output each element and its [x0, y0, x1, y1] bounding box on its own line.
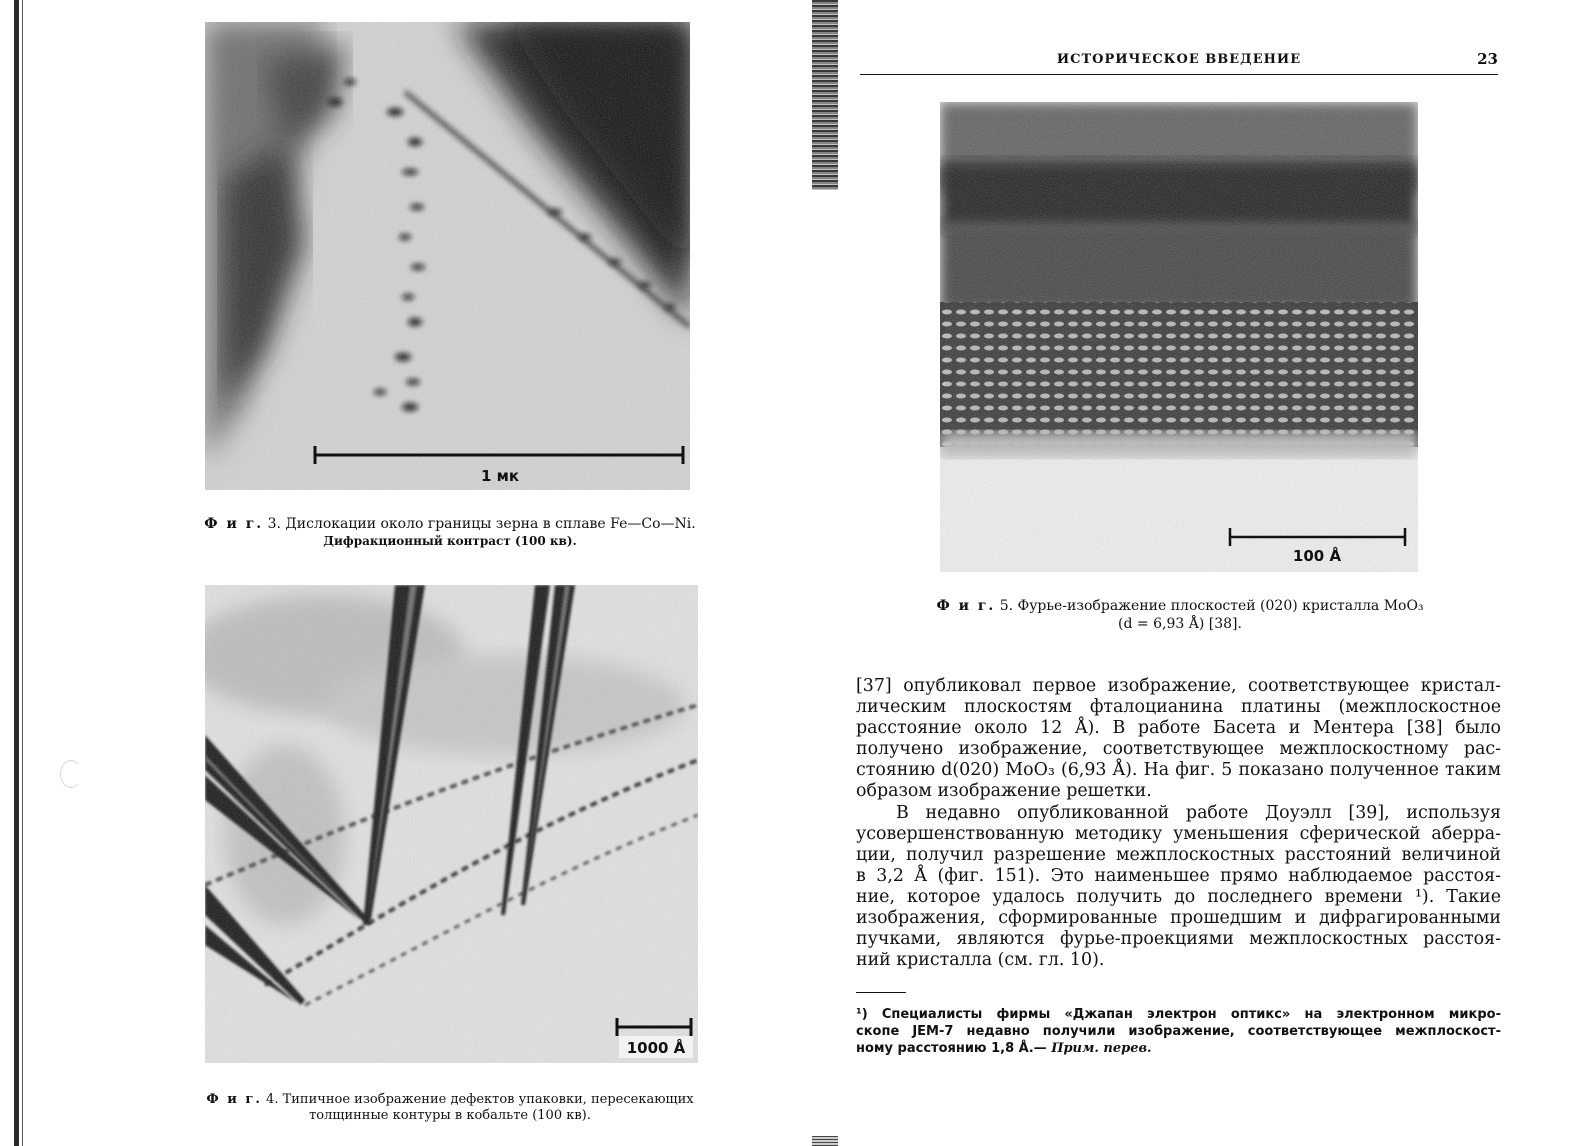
figure-4-caption-line1: 4. Типичное изображение дефектов упаковки, пересекающих — [266, 1092, 694, 1107]
figure-3-scale-label: 1 мк — [480, 467, 520, 485]
gutter-shadow — [812, 0, 838, 190]
figure-5-caption-line1: 5. Фурье-изображение плоскостей (020) кристалла MoO₃ — [999, 598, 1424, 614]
footnote-line-last — [856, 1040, 1501, 1057]
figure-3-micrograph — [205, 22, 690, 490]
paragraph-1-line: стоянию d(020) MoO₃ (6,93 Å). На фиг. 5 показано полученное таким — [856, 760, 1501, 781]
binding-edge — [14, 0, 19, 1146]
figure-4-caption — [140, 1092, 760, 1124]
gutter-shadow-bottom — [812, 1136, 838, 1146]
figure-3-caption — [140, 516, 760, 550]
figure-5-scale-label: 100 Å — [1292, 547, 1342, 565]
paragraph-1-line: расстояние около 12 Å). В работе Басета и Ментера [38] было — [856, 718, 1501, 739]
figure-4-caption-line2: толщинные контуры в кобальте (100 кв). — [309, 1108, 591, 1123]
paragraph-1-line: образом изображение решетки. — [856, 781, 1152, 802]
body-text — [856, 676, 1501, 971]
paragraph-2-line: ние, которое удалось получить до последнего времени ¹). Такие — [856, 886, 1501, 907]
paragraph-2-line: ний кристалла (см. гл. 10). — [856, 950, 1105, 971]
paragraph-2-line: пучками, являются фурье-проекциями межплоскостных расстоя- — [856, 929, 1501, 950]
figure-3-caption-lead: Ф и г. — [204, 516, 264, 532]
footnote-translator-note: Прим. перев. — [1051, 1041, 1152, 1056]
footnote-line: скопе JEM-7 недавно получили изображение, соответствующее межплоскост- — [856, 1024, 1501, 1039]
paragraph-2-line: ции, получил разрешение межплоскостных расстояний величиной — [856, 844, 1501, 865]
figure-5-caption-lead: Ф и г. — [936, 598, 996, 614]
figure-5-caption-line2: (d = 6,93 Å) [38]. — [1118, 616, 1242, 632]
paragraph-2-line: в 3,2 Å (фиг. 151). Это наименьшее прямо наблюдаемое расстоя- — [856, 865, 1501, 886]
paragraph-1 — [856, 676, 1501, 803]
running-header — [860, 52, 1498, 75]
figure-4-image — [205, 585, 698, 1063]
figure-3-caption-line2: Дифракционный контраст (100 кв). — [323, 534, 577, 548]
footnote-line: ному расстоянию 1,8 Å.— — [856, 1041, 1052, 1056]
footnote-line: ¹) Специалисты фирмы «Джапан электрон оптикс» на электронном микро- — [856, 1007, 1501, 1022]
paragraph-2 — [856, 803, 1501, 972]
figure-3-caption-line1: 3. Дислокации около границы зерна в сплаве Fe—Co—Ni. — [267, 516, 696, 532]
running-header-title: ИСТОРИЧЕСКОЕ ВВЕДЕНИЕ — [1056, 52, 1302, 67]
paragraph-2-line: усовершенствованную методику уменьшения сферической аберра- — [856, 823, 1501, 844]
paragraph-1-line: получено изображение, соответствующее межплоскостному рас- — [856, 739, 1501, 760]
paragraph-2-line: изображения, сформированные прошедшим и дифрагированными — [856, 908, 1501, 929]
paragraph-1-line: [37] опубликовал первое изображение, соответствующее кристал- — [856, 676, 1501, 696]
footnote-rule — [856, 992, 906, 993]
paragraph-2-line: В недавно опубликованной работе Доуэлл [39], используя — [896, 802, 1501, 823]
footnote — [856, 1006, 1501, 1057]
paragraph-1-line: лическим плоскостям фталоцианина платины (межплоскостное — [856, 697, 1501, 718]
figure-5-caption — [860, 597, 1500, 633]
figure-4-caption-lead: Ф и г. — [206, 1092, 262, 1107]
figure-3-image — [205, 22, 690, 490]
figure-5-micrograph — [940, 102, 1418, 572]
figure-4-scale-label: 1000 Å — [626, 1039, 686, 1057]
figure-4-micrograph — [205, 585, 698, 1063]
page-number: 23 — [1477, 50, 1498, 68]
figure-5-image — [940, 102, 1418, 572]
binding-edge-line — [22, 0, 23, 1146]
paper-mark — [60, 760, 82, 788]
